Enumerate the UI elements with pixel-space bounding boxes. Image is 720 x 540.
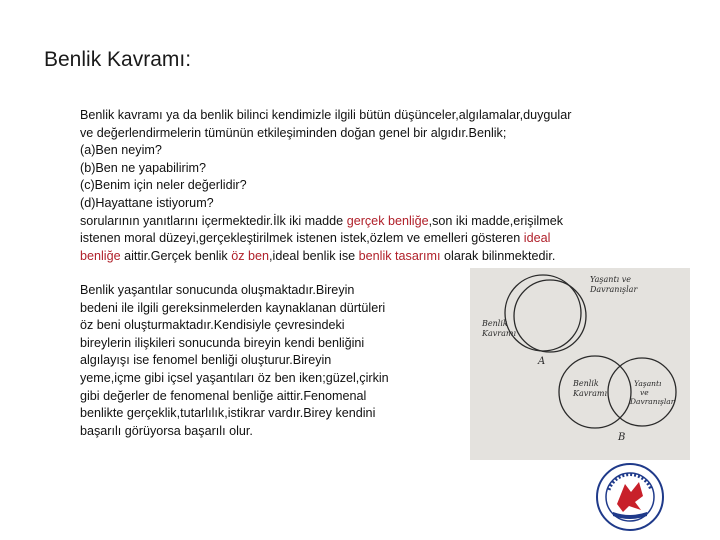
definition-line [80,213,670,231]
paragraph-line: yeme,içme gibi içsel yaşantıları öz ben iken;güzel,çirkin [80,370,389,385]
label-b-right-3: Davranışlar [630,397,675,406]
question-d: (d)Hayattane istiyorum? [80,195,214,210]
diagram-letter-a: A [538,356,546,367]
text-run: ,ideal benlik ise [269,248,359,263]
paragraph-line: öz beni oluşturmaktadır.Kendisiyle çevresindeki [80,318,345,333]
paragraph-line: gibi değerler de fenomenal benliğe aittir.Fenomenal [80,388,367,403]
university-logo [595,462,665,532]
definition-paragraph [80,107,670,265]
highlight-term: benliğe [80,248,121,263]
label-a-left-1: Benlik [482,319,508,328]
text-run: sorularının yanıtlarını içermektedir.İlk iki madde [80,213,347,228]
label-b-left-1: Benlik [573,379,599,388]
venn-diagram-svg [470,268,690,460]
venn-diagram-figure [470,268,690,460]
paragraph-line: başarılı görüyorsa başarılı olur. [80,423,253,438]
university-seal-icon [595,462,665,532]
text-run: aittir.Gerçek benlik [120,248,232,263]
text-run: istenen moral düzeyi,gerçekleştirilmek istenen istek,özlem ve emelleri gösteren [80,231,524,246]
paragraph-line: bedeni ile ilgili gereksinmelerden kaynaklanan dürtüleri [80,300,386,315]
highlight-term: öz ben [231,248,270,263]
highlight-term: ideal [523,231,551,246]
label-a-right-2: Davranışlar [590,285,638,294]
definition-line: Benlik kavramı ya da benlik bilinci kendimizle ilgili bütün düşünceler,algılamalar,duygular [80,108,572,122]
slide-title: Benlik Kavramı: [44,48,192,71]
paragraph-line: Benlik yaşantılar sonucunda oluşmaktadır.Bireyin [80,283,355,297]
self-concept-paragraph [80,282,430,440]
highlight-term: benlik tasarımı [358,248,441,263]
label-a-right-1: Yaşantı ve [590,275,632,284]
experience-circle-a [514,280,586,352]
paragraph-line: bireylerin ilişkileri sonucunda bireyin kendi benliğini [80,335,365,350]
paragraph-line: benlikte gerçeklik,tutarlılık,istikrar vardır.Birey kendini [80,406,376,421]
label-b-right-1: Yaşantı [634,379,662,388]
definition-line: ve değerlendirmelerin tümünün etkileşiminden doğan genel bir algıdır.Benlik; [80,125,507,140]
question-c: (c)Benim için neler değerlidir? [80,178,247,193]
label-b-right-2: ve [640,388,649,397]
label-a-left-2: Kavramı [482,329,517,338]
definition-line [80,230,670,248]
diagram-letter-b: B [618,432,626,443]
highlight-term: gerçek benliğe [346,213,429,228]
text-run: olarak bilinmektedir. [440,248,556,263]
definition-line [80,248,670,266]
question-a: (a)Ben neyim? [80,143,162,158]
paragraph-line: algılayışı ise fenomel benliği oluşturur.Bireyin [80,353,332,368]
question-b: (b)Ben ne yapabilirim? [80,160,206,175]
text-run: ,son iki madde,erişilmek [428,213,563,228]
label-b-left-2: Kavramı [573,389,608,398]
